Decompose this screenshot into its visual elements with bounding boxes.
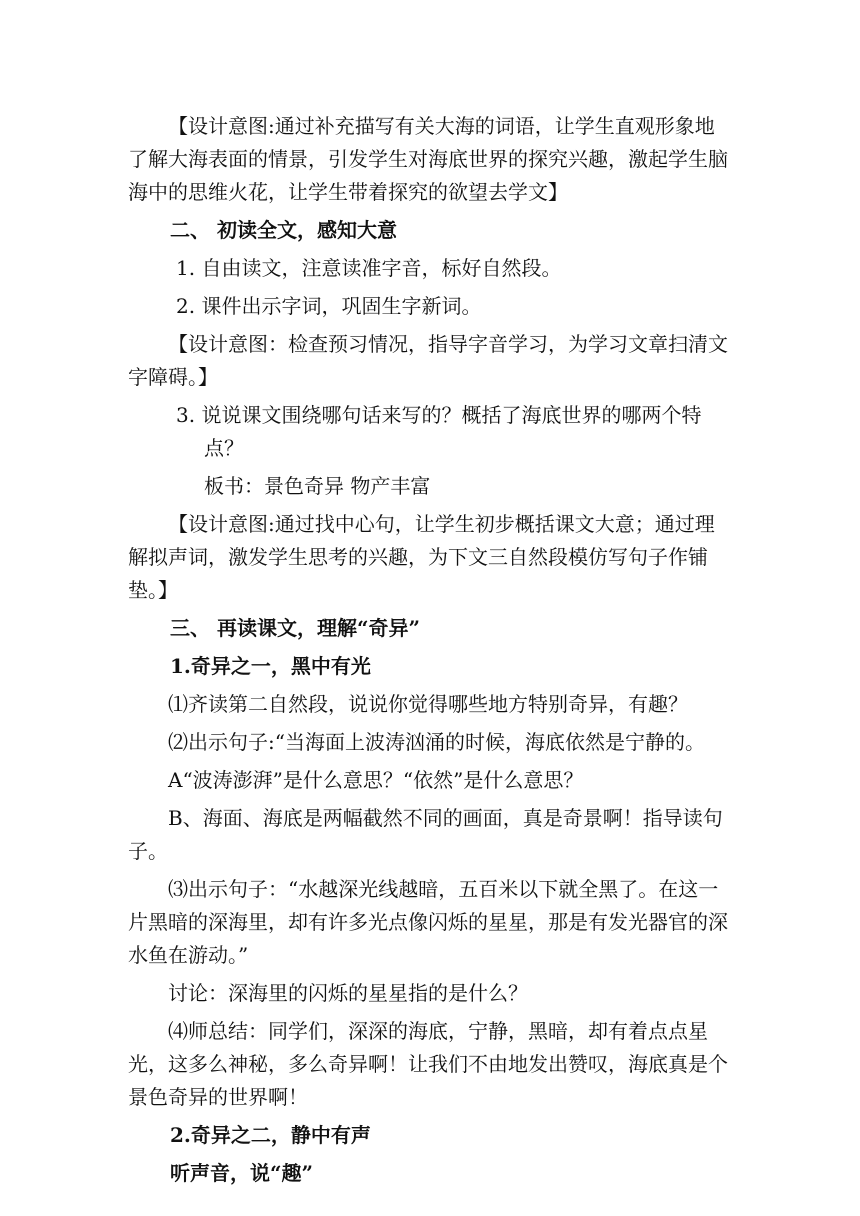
section-heading-3: 三、 再读课文，理解“奇异” [170, 616, 420, 640]
design-intent-2: 【设计意图：检查预习情况，指导字音学习，为学习文章扫清文字障碍。】 [128, 332, 728, 389]
design-intent-3: 【设计意图:通过找中心句，让学生初步概括课文大意；通过理解拟声词，激发学生思考的兴趣，为下文三自然段模仿写句子作铺垫。】 [128, 512, 715, 602]
section-heading-2: 二、 初读全文，感知大意 [170, 218, 397, 242]
item-3: ⑶出示句子：“水越深光线越暗，五百米以下就全黑了。在这一片黑暗的深海里，却有许多光点像闪烁的星星，那是有发光器官的深水鱼在游动。” [128, 877, 728, 967]
subheading-1: 1.奇异之一，黑中有光 [170, 654, 371, 678]
item-1: ⑴齐读第二自然段，说说你觉得哪些地方特别奇异，有趣？ [168, 692, 688, 716]
item-2a: A“波涛澎湃”是什么意思？“依然”是什么意思？ [168, 768, 584, 792]
blackboard-note: 板书：景色奇异 物产丰富 [204, 474, 431, 498]
subheading-2: 2.奇异之二，静中有声 [170, 1123, 371, 1147]
step-3: 3. 说说课文围绕哪句话来写的？概括了海底世界的哪两个特点？ [176, 403, 702, 460]
discussion: 讨论：深海里的闪烁的星星指的是什么？ [168, 981, 528, 1005]
document-body [128, 110, 734, 1190]
item-2: ⑵出示句子:“当海面上波涛汹涌的时候，海底依然是宁静的。 [168, 730, 705, 754]
step-1: 1. 自由读文，注意读准字音，标好自然段。 [176, 256, 562, 280]
subheading-2a: 听声音，说“趣” [170, 1161, 314, 1185]
design-intent-1: 【设计意图:通过补充描写有关大海的词语，让学生直观形象地了解大海表面的情景，引发学生对海底世界的探究兴趣，激起学生脑海中的思维火花，让学生带着探究的欲望去学文】 [128, 114, 728, 204]
item-4: ⑷师总结：同学们，深深的海底，宁静，黑暗，却有着点点星光，这多么神秘，多么奇异啊！让我们不由地发出赞叹，海底真是个景色奇异的世界啊！ [128, 1019, 728, 1109]
step-2: 2. 课件出示字词，巩固生字新词。 [176, 294, 482, 318]
item-2b: B、海面、海底是两幅截然不同的画面，真是奇景啊！指导读句子。 [128, 806, 723, 863]
